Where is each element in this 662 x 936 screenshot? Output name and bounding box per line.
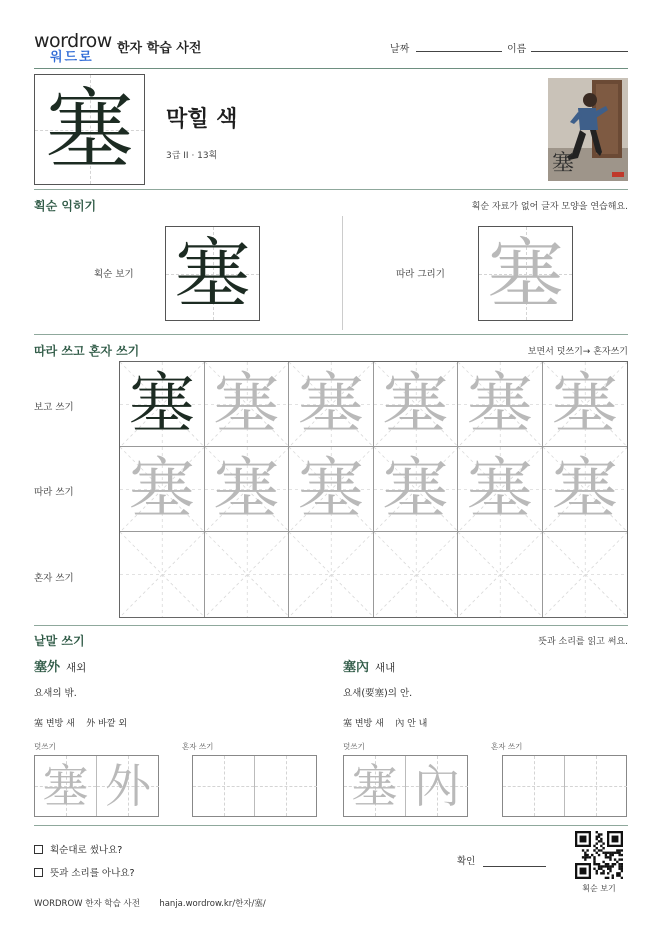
checkbox-1[interactable]	[34, 845, 43, 854]
practice-trace-character: 塞	[466, 450, 533, 527]
trace-box[interactable]	[478, 226, 573, 321]
section-divider-4	[34, 825, 628, 826]
logo-wordmark: wordrow	[34, 30, 112, 52]
illustration-thumbnail	[548, 78, 628, 181]
checkbox-2[interactable]	[34, 868, 43, 877]
practice-cell[interactable]	[289, 447, 374, 532]
practice-cell[interactable]	[374, 447, 459, 532]
word-1-alone-label: 혼자 쓰기	[182, 742, 214, 751]
main-character-box	[34, 74, 145, 185]
practice-cell[interactable]	[289, 532, 374, 617]
stroke-view-label: 획순 보기	[94, 269, 134, 280]
logo-korean: 워드로	[50, 50, 94, 65]
name-field[interactable]	[531, 51, 628, 52]
stroke-section-title: 획순 익히기	[34, 199, 97, 213]
meaning-sound: 막힐 색	[166, 107, 238, 132]
trace-label: 따라 그리기	[396, 269, 445, 280]
practice-trace-character: 塞	[297, 365, 364, 442]
word-2-alone-label: 혼자 쓰기	[491, 742, 523, 751]
practice-cell[interactable]	[543, 362, 628, 447]
practice-trace-character: 塞	[551, 450, 618, 527]
qr-code-icon[interactable]	[575, 831, 623, 879]
practice-cell[interactable]	[120, 447, 205, 532]
word-2-reading: 새내	[375, 662, 396, 674]
section-divider-3	[34, 625, 628, 626]
practice-trace-character: 塞	[382, 450, 449, 527]
word-1-trace-label: 덧쓰기	[34, 742, 56, 751]
footer-url[interactable]: hanja.wordrow.kr/한자/塞/	[159, 899, 266, 909]
checklist-item-1[interactable]	[34, 842, 122, 856]
words-section-note: 뜻과 소리를 읽고 써요.	[538, 637, 628, 647]
checklist-item-2[interactable]	[34, 865, 135, 879]
practice-trace-character: 塞	[466, 365, 533, 442]
practice-trace-character: 塞	[551, 365, 618, 442]
practice-cell[interactable]	[374, 362, 459, 447]
footer	[34, 897, 266, 909]
checklist-item-1-label: 획순대로 썼나요?	[50, 845, 123, 856]
confirm-label: 확인	[457, 856, 476, 867]
svg-text:塞: 塞	[552, 151, 575, 176]
word-1-trace-char-2: 外	[105, 759, 151, 813]
word-2-trace-char-2: 內	[414, 759, 460, 813]
word-2-trace-boxes[interactable]	[343, 755, 468, 817]
word-2-hanja: 塞內	[343, 660, 370, 675]
name-label: 이름	[507, 44, 527, 55]
stroke-divider	[342, 216, 343, 330]
word-1-parts: 塞 변방 새 外 바깥 외	[34, 719, 128, 729]
practice-cell[interactable]	[205, 532, 290, 617]
stroke-view-character: 塞	[174, 228, 251, 318]
qr-label: 획순 보기	[582, 884, 616, 893]
practice-cell[interactable]	[205, 447, 290, 532]
practice-section-title: 따라 쓰고 혼자 쓰기	[34, 344, 140, 358]
word-2-definition: 요새(要塞)의 안.	[343, 688, 413, 699]
word-1-heading	[34, 656, 86, 675]
practice-cell[interactable]	[458, 362, 543, 447]
grade-strokes: 3급 II · 13획	[166, 151, 218, 161]
practice-cell[interactable]	[543, 447, 628, 532]
row-label-alone: 혼자 쓰기	[34, 573, 74, 584]
practice-cell[interactable]	[543, 532, 628, 617]
practice-cell[interactable]	[289, 362, 374, 447]
practice-trace-character: 塞	[128, 450, 195, 527]
practice-trace-character: 塞	[213, 450, 280, 527]
practice-trace-character: 塞	[297, 450, 364, 527]
trace-character: 塞	[487, 228, 564, 318]
checklist-item-2-label: 뜻과 소리를 아나요?	[50, 868, 135, 879]
word-1-hanja: 塞外	[34, 660, 61, 675]
section-divider-2	[34, 334, 628, 335]
word-2-trace-char-1: 塞	[351, 759, 398, 813]
date-field[interactable]	[416, 51, 502, 52]
word-2-heading	[343, 656, 395, 675]
practice-section-note: 보면서 덧쓰기→ 혼자쓰기	[527, 347, 628, 357]
document-title: 한자 학습 사전	[117, 41, 202, 56]
stroke-view-box	[165, 226, 260, 321]
practice-grid	[119, 361, 628, 618]
practice-model-character: 塞	[128, 365, 195, 442]
footer-brand: WORDROW 한자 학습 사전	[34, 899, 140, 909]
practice-cell[interactable]	[458, 532, 543, 617]
word-1-definition: 요새의 밖.	[34, 688, 77, 699]
practice-cell[interactable]	[120, 362, 205, 447]
word-1-reading: 새외	[66, 662, 87, 674]
words-section-title: 낱말 쓰기	[34, 634, 85, 648]
word-1-trace-boxes[interactable]	[34, 755, 159, 817]
practice-cell[interactable]	[120, 532, 205, 617]
date-label: 날짜	[390, 44, 410, 55]
word-2-parts: 塞 변방 새 內 안 내	[343, 719, 428, 729]
main-character: 塞	[45, 77, 134, 181]
word-1-alone-boxes[interactable]	[192, 755, 317, 817]
practice-trace-character: 塞	[382, 365, 449, 442]
word-2-trace-label: 덧쓰기	[343, 742, 365, 751]
section-divider-1	[34, 189, 628, 190]
row-label-trace: 따라 쓰기	[34, 487, 74, 498]
practice-trace-character: 塞	[213, 365, 280, 442]
practice-cell[interactable]	[374, 532, 459, 617]
stroke-section-note: 획순 자료가 없어 글자 모양을 연습해요.	[471, 202, 628, 212]
header-divider	[34, 68, 628, 69]
practice-cell[interactable]	[205, 362, 290, 447]
confirm-field[interactable]	[483, 866, 546, 867]
word-1-trace-char-1: 塞	[42, 759, 89, 813]
row-label-view: 보고 쓰기	[34, 402, 74, 413]
word-2-alone-boxes[interactable]	[502, 755, 627, 817]
practice-cell[interactable]	[458, 447, 543, 532]
